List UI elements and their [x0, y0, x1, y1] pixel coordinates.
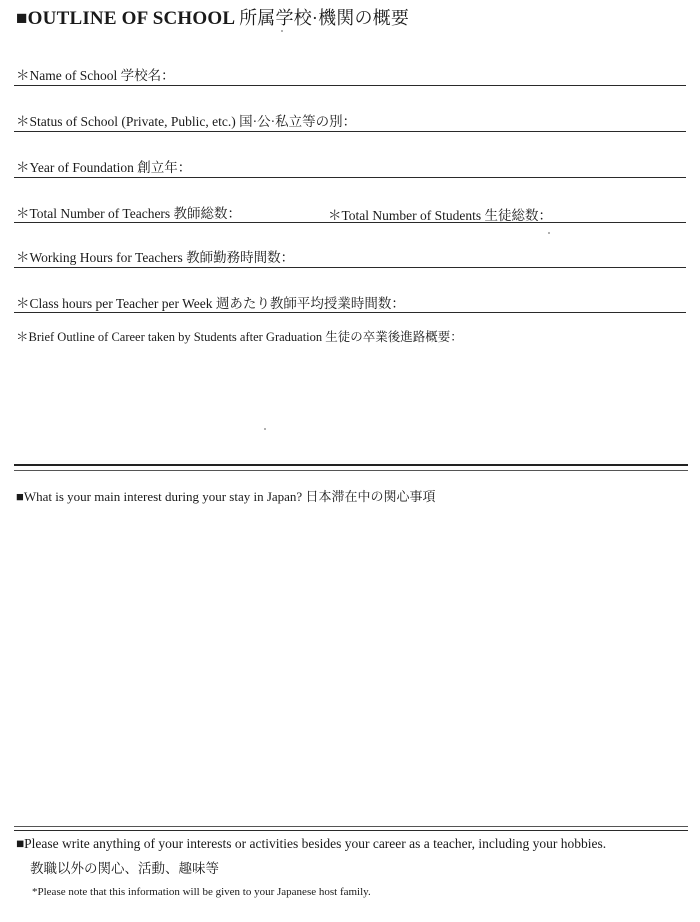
working-hours-label: ＊Working Hours for Teachers 教師勤務時間数：	[16, 250, 295, 265]
host-family-note: *Please note that this information will be given to your Japanese host family.	[32, 886, 371, 898]
page-title	[16, 4, 409, 30]
status-of-school-label: ＊Status of School (Private, Public, etc.) 国·公·私立等の別：	[16, 114, 357, 129]
interests-divider	[14, 826, 688, 827]
year-of-foundation-label: ＊Year of Foundation 創立年：	[16, 160, 192, 175]
career-outline-line-2	[14, 470, 688, 471]
class-hours-label: ＊Class hours per Teacher per Week 週あたり教師平均授業時間数：	[16, 296, 405, 311]
status-of-school-line[interactable]	[14, 131, 686, 132]
class-hours-line[interactable]	[14, 312, 686, 313]
career-outline-line[interactable]	[14, 464, 688, 466]
total-teachers-label: ＊Total Number of Teachers 教師総数：	[16, 206, 242, 221]
working-hours-line[interactable]	[14, 267, 686, 268]
main-interest-heading: ■What is your main interest during your stay in Japan? 日本滞在中の関心事項	[16, 489, 436, 504]
name-of-school-label: ＊Name of School 学校名：	[16, 68, 175, 83]
page-title-jp: 所属学校·機関の概要	[239, 8, 410, 28]
scan-speck	[264, 428, 266, 430]
page-title-en: ■OUTLINE OF SCHOOL	[16, 8, 235, 29]
scan-speck	[281, 30, 283, 32]
total-students-label: ＊Total Number of Students 生徒総数：	[328, 208, 553, 223]
interests-divider-2	[14, 830, 688, 831]
teachers-students-line[interactable]	[14, 222, 686, 223]
scan-speck	[548, 232, 550, 234]
career-outline-label: ＊Brief Outline of Career taken by Students after Graduation 生徒の卒業後進路概要：	[16, 330, 463, 344]
other-interests-jp: 教職以外の関心、活動、趣味等	[30, 861, 219, 876]
year-of-foundation-line[interactable]	[14, 177, 686, 178]
other-interests-heading: ■Please write anything of your interests or activities besides your career as a teacher, including your hobbies.	[16, 836, 607, 851]
name-of-school-line[interactable]	[14, 85, 686, 86]
